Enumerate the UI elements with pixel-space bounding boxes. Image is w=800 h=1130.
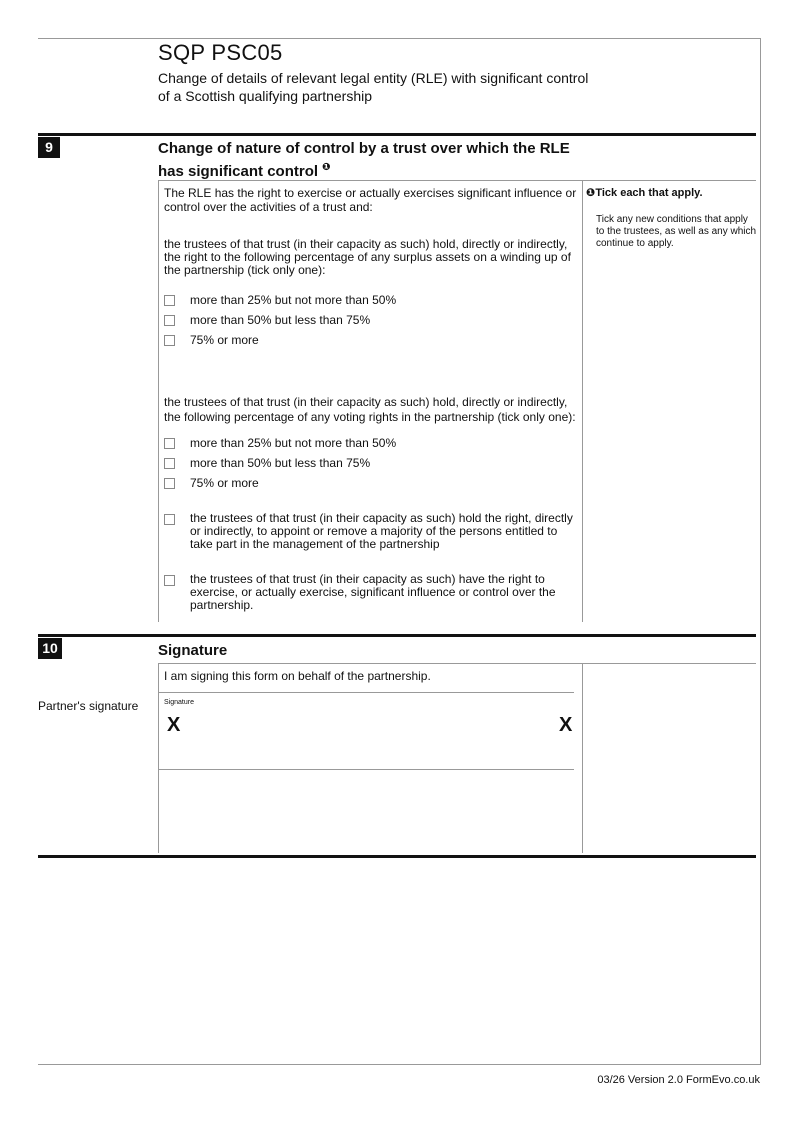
top-rule (38, 38, 760, 39)
section10-number: 10 (38, 638, 62, 659)
voting-condition-line2: the following percentage of any voting rights in the partnership (tick only one): (164, 410, 576, 424)
checkbox[interactable] (164, 575, 175, 586)
option-label: more than 25% but not more than 50% (190, 436, 397, 450)
checkbox[interactable] (164, 315, 175, 326)
checkbox[interactable] (164, 438, 175, 449)
option-label: 75% or more (190, 333, 259, 347)
section9-box-left (158, 180, 159, 622)
assets-condition-text (164, 238, 571, 277)
checkbox[interactable] (164, 335, 175, 346)
partner-signature-label: Partner's signature (38, 699, 139, 713)
section9-box-top (158, 180, 756, 181)
section10-bottom-rule (38, 855, 756, 858)
assets-condition-line1: the trustees of that trust (in their capacity as such) hold, directly or indirectly, (164, 237, 568, 251)
signature-divider (158, 769, 574, 770)
significant-influence-option[interactable] (164, 573, 556, 613)
note-body (596, 214, 758, 250)
section10-rule (38, 634, 756, 637)
note-title-text: Tick each that apply. (595, 187, 703, 199)
form-subtitle-line1: Change of details of relevant legal entity (RLE) with significant control (158, 70, 589, 86)
footer-version: 03/26 Version 2.0 FormEvo.co.uk (597, 1074, 760, 1086)
assets-option-75-plus[interactable] (164, 334, 259, 348)
section9-intro-line1: The RLE has the right to exercise or actually exercises significant influence or (164, 186, 577, 200)
right-border (760, 38, 761, 1065)
signature-caption: Signature (164, 699, 194, 706)
section9-title-line2 (158, 158, 570, 181)
voting-option-25-50[interactable] (164, 437, 396, 451)
section10-box-top (158, 663, 756, 664)
assets-option-50-75[interactable] (164, 314, 370, 328)
option-label: 75% or more (190, 476, 259, 490)
checkbox[interactable] (164, 478, 175, 489)
assets-option-25-50[interactable] (164, 294, 396, 308)
influence-line3: partnership. (190, 598, 254, 612)
signature-field[interactable] (159, 693, 575, 769)
voting-option-50-75[interactable] (164, 457, 370, 471)
info-note-icon: ❶ (586, 187, 596, 199)
note-body-line3: continue to apply. (596, 238, 674, 249)
option-label: more than 50% but less than 75% (190, 313, 371, 327)
option-label: more than 25% but not more than 50% (190, 293, 397, 307)
voting-condition-text (164, 395, 576, 425)
assets-condition-line3: the partnership (tick only one): (164, 263, 326, 277)
section9-title (158, 139, 570, 181)
signature-cross-right-icon: X (559, 714, 573, 736)
appoint-majority-option[interactable] (164, 512, 573, 552)
appoint-line3: take part in the management of the partnership (190, 537, 440, 551)
option-label (190, 512, 573, 551)
section9-rule (38, 133, 756, 136)
influence-line1: the trustees of that trust (in their capacity as such) have the right to (190, 572, 545, 586)
signing-statement: I am signing this form on behalf of the partnership. (164, 669, 431, 683)
note-body-line2: to the trustees, as well as any which (596, 226, 757, 237)
section9-intro (164, 186, 576, 214)
influence-line2: exercise, or actually exercise, significant influence or control over the (190, 585, 556, 599)
option-label (190, 573, 556, 612)
checkbox[interactable] (164, 458, 175, 469)
signature-cross-left-icon: X (167, 714, 181, 736)
section9-number: 9 (38, 137, 60, 158)
voting-option-75-plus[interactable] (164, 477, 259, 491)
appoint-line2: or indirectly, to appoint or remove a majority of the persons entitled to (190, 524, 558, 538)
note-title (586, 186, 703, 199)
option-label: more than 50% but less than 75% (190, 456, 371, 470)
appoint-line1: the trustees of that trust (in their capacity as such) hold the right, directly (190, 511, 573, 525)
checkbox[interactable] (164, 514, 175, 525)
form-subtitle (158, 69, 588, 105)
checkbox[interactable] (164, 295, 175, 306)
note-body-line1: Tick any new conditions that apply (596, 214, 748, 225)
section9-intro-line2: control over the activities of a trust and: (164, 200, 373, 214)
section10-box-divider (582, 663, 583, 853)
info-note-icon: ❶ (322, 162, 331, 173)
section10-title: Signature (158, 642, 228, 659)
voting-condition-line1: the trustees of that trust (in their capacity as such) hold, directly or indirectly, (164, 395, 568, 409)
form-subtitle-line2: of a Scottish qualifying partnership (158, 88, 373, 104)
bottom-rule (38, 1064, 760, 1065)
section9-title-line1: Change of nature of control by a trust over which the RLE (158, 140, 570, 157)
assets-condition-line2: the right to the following percentage of any surplus assets on a winding up of (164, 250, 571, 264)
form-code: SQP PSC05 (158, 40, 283, 65)
section9-title-line2-text: has significant control (158, 163, 319, 180)
section9-box-divider (582, 180, 583, 622)
